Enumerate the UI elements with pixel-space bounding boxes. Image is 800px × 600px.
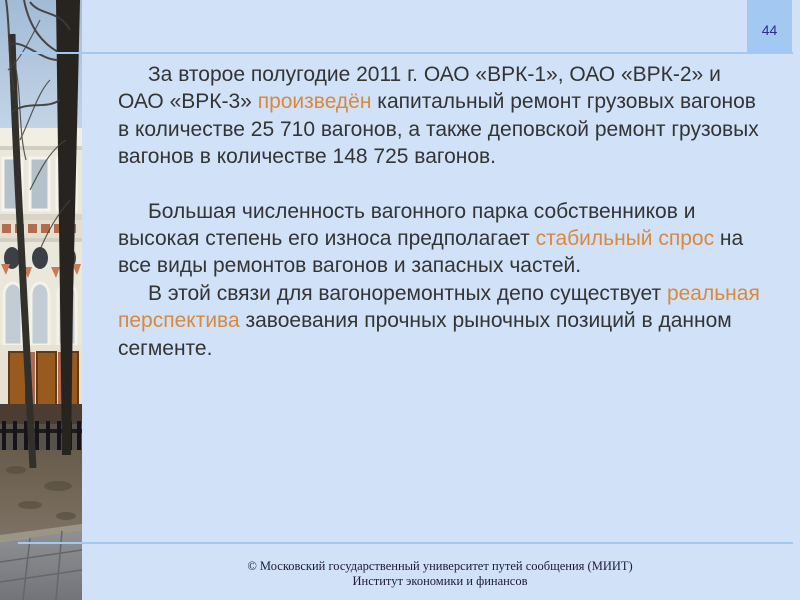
text-segment: За второе полугодие 2011 г. ОАО «ВРК-1», ОАО «ВРК-2» и ОАО «ВРК-3» — [118, 63, 721, 114]
footer-copyright-line: © Московский государственный университет путей сообщения (МИИТ) — [247, 559, 633, 573]
footer-institute-line: Институт экономики и финансов — [352, 573, 528, 588]
text-segment: на все виды ремонтов вагонов и запасных частей. — [118, 227, 744, 278]
footer — [90, 559, 790, 588]
paragraph-2 — [118, 198, 760, 280]
paragraph-3 — [118, 280, 760, 362]
paragraph-1 — [118, 61, 760, 171]
highlight-text: стабильный спрос — [535, 227, 715, 251]
text-segment: В этой связи для вагоноремонтных депо существует — [148, 281, 667, 305]
bottom-divider — [18, 542, 793, 544]
highlight-text: реальная перспектива — [118, 281, 760, 333]
top-divider — [18, 52, 793, 54]
page-number: 44 — [761, 22, 778, 38]
text-segment: Большая численность вагонного парка собственников и высокая степень его износа предполагает — [118, 199, 696, 251]
page-number-box — [747, 0, 792, 54]
text-segment: капитальный ремонт грузовых вагонов в количестве 25 710 вагонов, а также деповской ремонт грузовых вагонов в количестве 148 725 вагонов. — [118, 90, 759, 169]
slide-body-text — [118, 61, 760, 362]
text-segment: завоевания прочных рыночных позиций в данном сегменте. — [118, 309, 732, 360]
highlight-text: произведён — [257, 90, 372, 114]
building-photo — [0, 0, 82, 600]
building-photo-graphic — [0, 0, 82, 600]
